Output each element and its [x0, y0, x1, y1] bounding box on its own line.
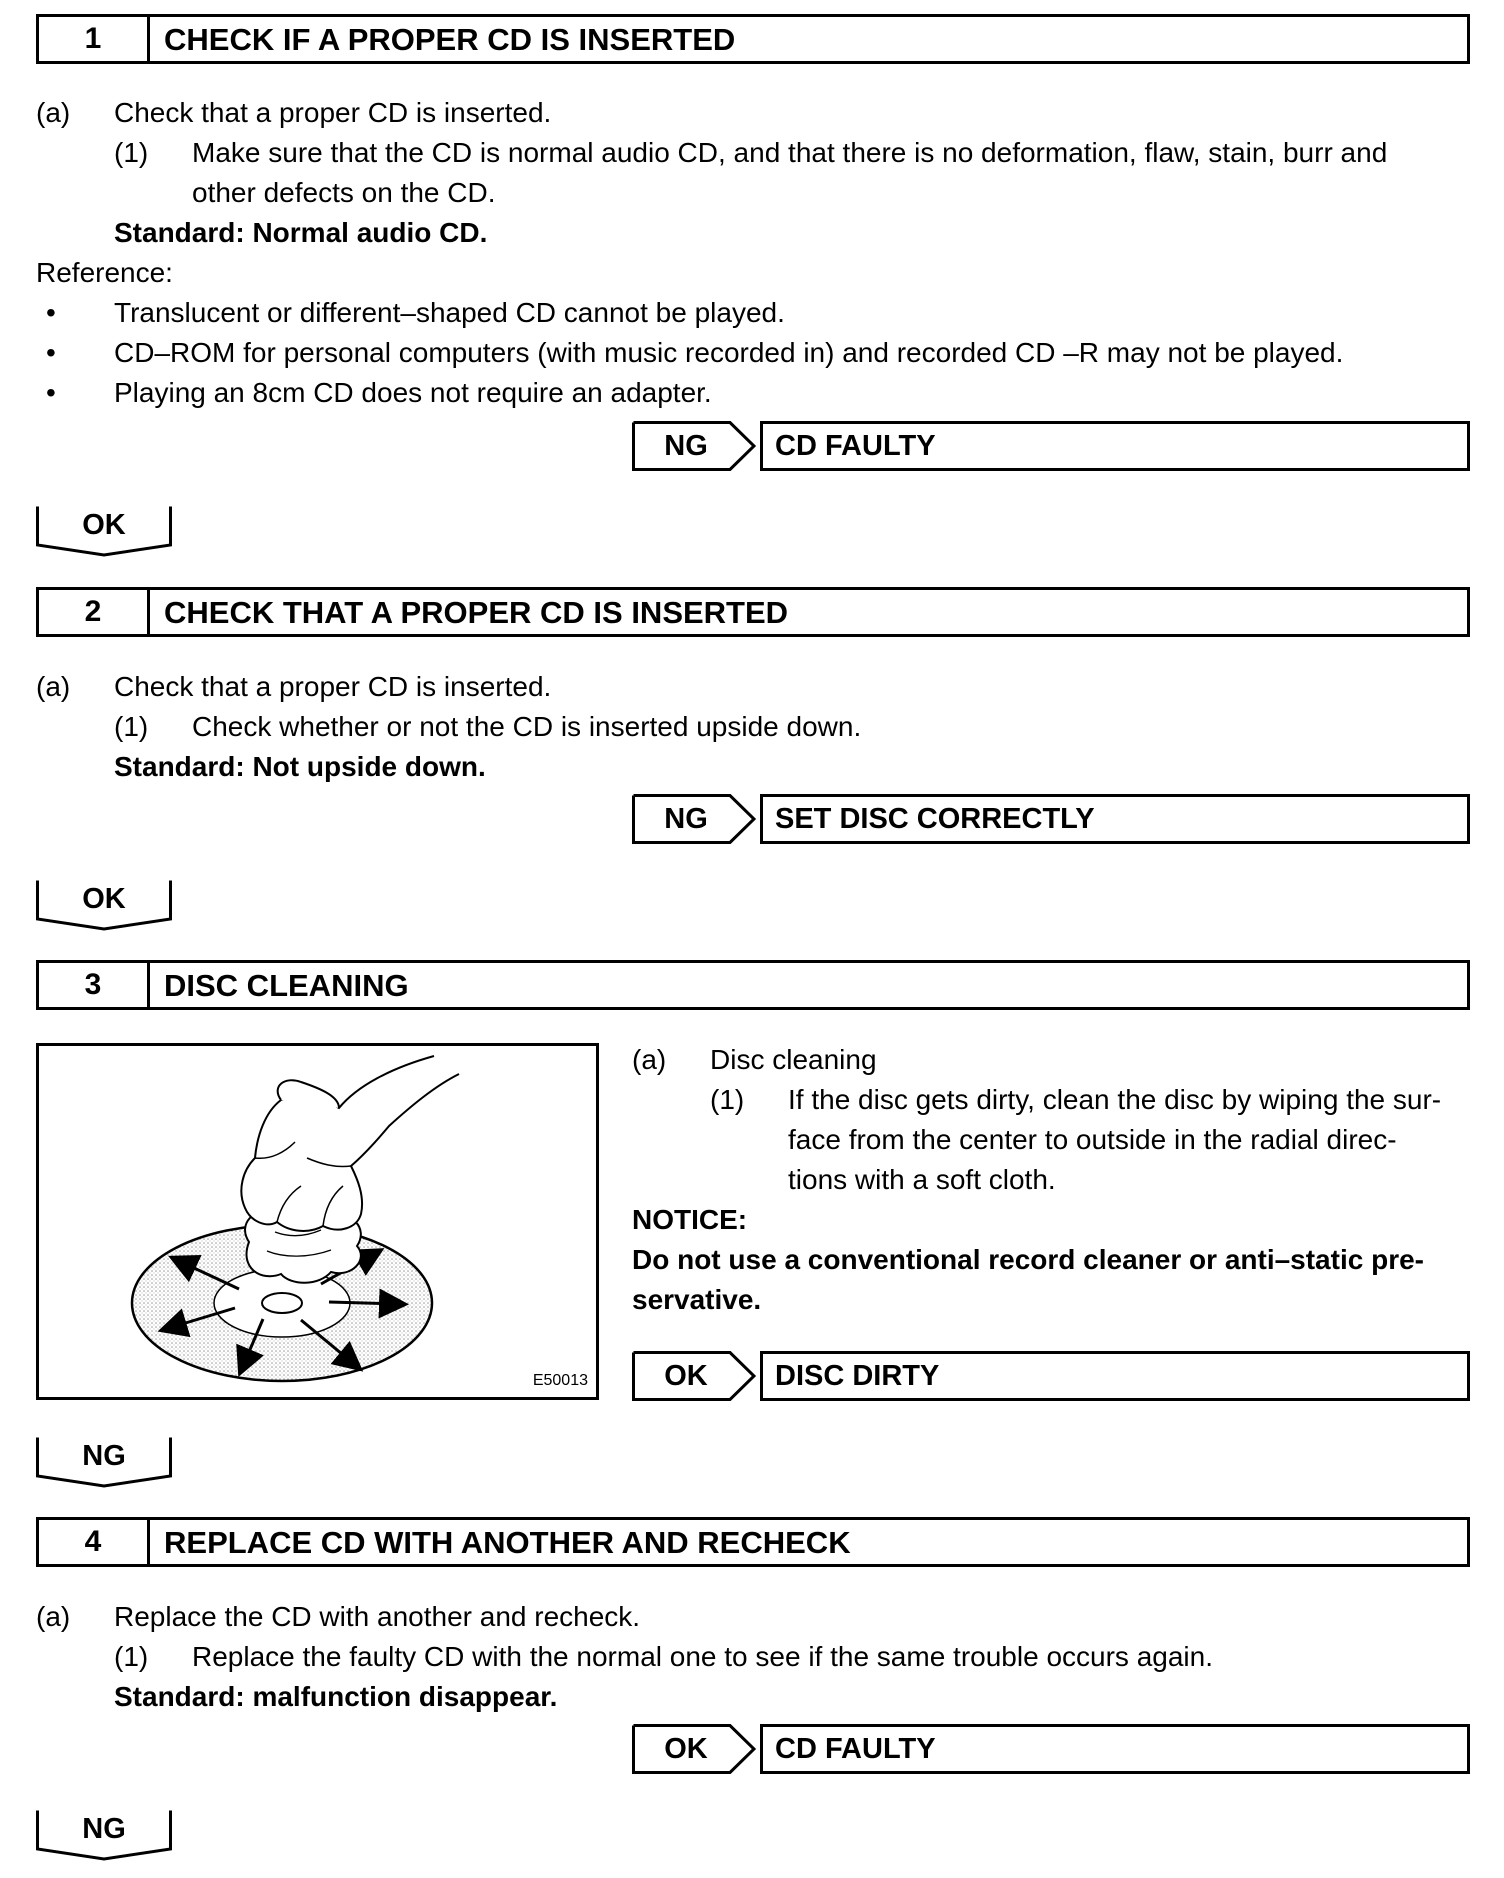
subitem-marker: (1) — [114, 711, 149, 742]
notice-text: servative. — [632, 1284, 762, 1315]
step-number: 2 — [39, 590, 150, 634]
subitem-text: Check whether or not the CD is inserted upside down. — [192, 711, 862, 742]
flow-ng-tag — [36, 1436, 172, 1488]
item-marker: (a) — [632, 1044, 667, 1075]
reference-label: Reference: — [36, 257, 173, 288]
reference-item: Playing an 8cm CD does not require an adapter. — [114, 377, 712, 408]
notice-label: NOTICE: — [632, 1204, 748, 1235]
subitem-text: Make sure that the CD is normal audio CD, and that there is no deformation, flaw, stain, burr and — [192, 137, 1388, 168]
subitem-marker: (1) — [114, 1641, 149, 1672]
step-1-result — [632, 421, 1470, 471]
subitem-marker: (1) — [710, 1084, 745, 1115]
subitem-text: Replace the faulty CD with the normal one to see if the same trouble occurs again. — [192, 1641, 1213, 1672]
step-1-header — [36, 14, 1470, 64]
step-title: DISC CLEANING — [164, 967, 409, 1003]
flow-tag-label: NG — [82, 1812, 126, 1845]
flow-ng-tag — [36, 1809, 172, 1861]
step-title: CHECK THAT A PROPER CD IS INSERTED — [164, 594, 789, 630]
step-number: 1 — [39, 17, 150, 61]
subitem-marker: (1) — [114, 137, 149, 168]
result-condition-label: OK — [664, 1732, 708, 1765]
flow-tag-label: NG — [82, 1439, 126, 1472]
standard-text: Standard: Not upside down. — [114, 751, 486, 782]
reference-item: Translucent or different–shaped CD cannot be played. — [114, 297, 785, 328]
flow-ok-tag — [36, 505, 172, 557]
subitem-text: tions with a soft cloth. — [788, 1164, 1056, 1195]
item-marker: (a) — [36, 671, 71, 702]
step-4-header — [36, 1517, 1470, 1567]
standard-text: Standard: Normal audio CD. — [114, 217, 488, 248]
bullet-icon: • — [46, 377, 56, 408]
item-text: Replace the CD with another and recheck. — [114, 1601, 641, 1632]
subitem-text: face from the center to outside in the radial direc- — [788, 1124, 1397, 1155]
bullet-icon: • — [46, 337, 56, 368]
step-2-result — [632, 794, 1470, 844]
result-condition-label: NG — [664, 429, 708, 462]
flow-tag-label: OK — [82, 882, 126, 915]
result-box: CD FAULTY — [760, 1724, 1470, 1774]
step-3-result — [632, 1351, 1470, 1401]
item-text: Disc cleaning — [710, 1044, 877, 1075]
result-box: SET DISC CORRECTLY — [760, 794, 1470, 844]
step-title: CHECK IF A PROPER CD IS INSERTED — [164, 21, 736, 57]
disc-cleaning-illustration-icon — [39, 1046, 596, 1397]
item-marker: (a) — [36, 97, 71, 128]
flow-ok-tag — [36, 879, 172, 931]
step-3-header — [36, 960, 1470, 1010]
figure-code: E50013 — [532, 1372, 588, 1389]
flow-tag-label: OK — [82, 508, 126, 541]
standard-text: Standard: malfunction disappear. — [114, 1681, 558, 1712]
item-text: Check that a proper CD is inserted. — [114, 97, 552, 128]
result-box: DISC DIRTY — [760, 1351, 1470, 1401]
result-condition-label: NG — [664, 802, 708, 835]
step-number: 4 — [39, 1520, 150, 1564]
item-text: Check that a proper CD is inserted. — [114, 671, 552, 702]
subitem-text: other defects on the CD. — [192, 177, 496, 208]
subitem-text: If the disc gets dirty, clean the disc by wiping the sur- — [788, 1084, 1442, 1115]
step-2-header — [36, 587, 1470, 637]
notice-text: Do not use a conventional record cleaner or anti–static pre- — [632, 1244, 1424, 1275]
bullet-icon: • — [46, 297, 56, 328]
result-condition-label: OK — [664, 1359, 708, 1392]
result-box: CD FAULTY — [760, 421, 1470, 471]
item-marker: (a) — [36, 1601, 71, 1632]
step-title: REPLACE CD WITH ANOTHER AND RECHECK — [164, 1524, 851, 1560]
reference-item: CD–ROM for personal computers (with music recorded in) and recorded CD –R may not be played. — [114, 337, 1344, 368]
step-4-result — [632, 1724, 1470, 1774]
step-number: 3 — [39, 963, 150, 1007]
disc-cleaning-figure — [36, 1043, 599, 1400]
